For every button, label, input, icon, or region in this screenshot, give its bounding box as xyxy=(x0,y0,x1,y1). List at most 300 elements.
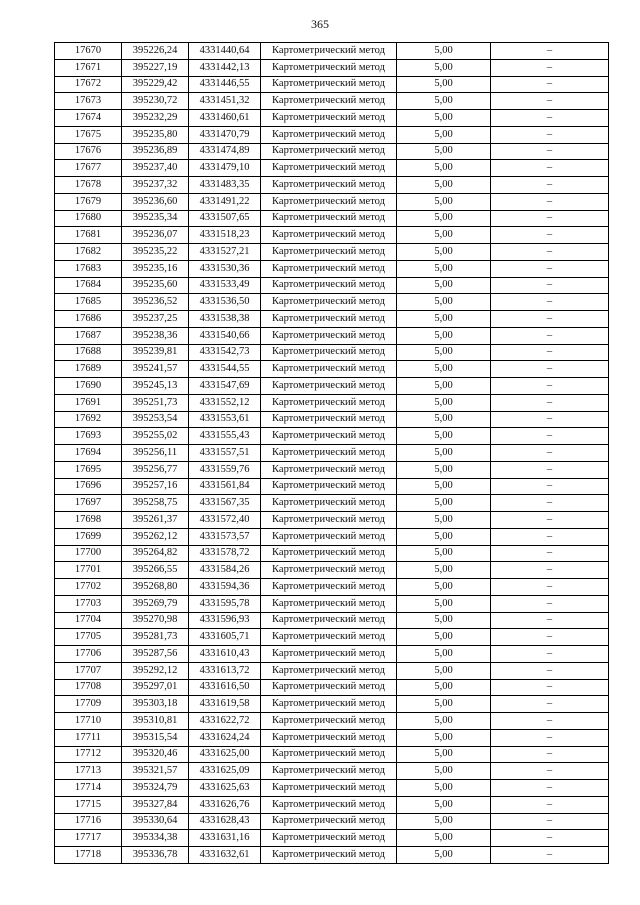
point-number-cell: 17704 xyxy=(55,612,122,629)
x-coordinate-cell: 395256,11 xyxy=(122,445,189,462)
accuracy-cell: 5,00 xyxy=(397,445,491,462)
method-cell: Картометрический метод xyxy=(261,43,397,60)
point-number-cell: 17684 xyxy=(55,277,122,294)
method-cell: Картометрический метод xyxy=(261,679,397,696)
point-number-cell: 17677 xyxy=(55,160,122,177)
point-number-cell: 17672 xyxy=(55,76,122,93)
y-coordinate-cell: 4331624,24 xyxy=(189,729,261,746)
accuracy-cell: 5,00 xyxy=(397,696,491,713)
table-row xyxy=(55,277,609,294)
accuracy-cell: 5,00 xyxy=(397,763,491,780)
point-number-cell: 17701 xyxy=(55,562,122,579)
y-coordinate-cell: 4331533,49 xyxy=(189,277,261,294)
method-cell: Картометрический метод xyxy=(261,847,397,864)
accuracy-cell: 5,00 xyxy=(397,361,491,378)
coordinates-table xyxy=(54,42,609,864)
description-cell: – xyxy=(491,177,609,194)
method-cell: Картометрический метод xyxy=(261,729,397,746)
x-coordinate-cell: 395237,25 xyxy=(122,311,189,328)
description-cell: – xyxy=(491,713,609,730)
point-number-cell: 17710 xyxy=(55,713,122,730)
x-coordinate-cell: 395257,16 xyxy=(122,478,189,495)
x-coordinate-cell: 395330,64 xyxy=(122,813,189,830)
method-cell: Картометрический метод xyxy=(261,428,397,445)
y-coordinate-cell: 4331470,79 xyxy=(189,126,261,143)
point-number-cell: 17688 xyxy=(55,344,122,361)
y-coordinate-cell: 4331553,61 xyxy=(189,411,261,428)
x-coordinate-cell: 395268,80 xyxy=(122,579,189,596)
table-row xyxy=(55,344,609,361)
point-number-cell: 17712 xyxy=(55,746,122,763)
accuracy-cell: 5,00 xyxy=(397,244,491,261)
x-coordinate-cell: 395266,55 xyxy=(122,562,189,579)
description-cell: – xyxy=(491,612,609,629)
method-cell: Картометрический метод xyxy=(261,646,397,663)
y-coordinate-cell: 4331507,65 xyxy=(189,210,261,227)
accuracy-cell: 5,00 xyxy=(397,746,491,763)
x-coordinate-cell: 395261,37 xyxy=(122,512,189,529)
table-row xyxy=(55,210,609,227)
description-cell: – xyxy=(491,763,609,780)
x-coordinate-cell: 395238,36 xyxy=(122,327,189,344)
table-row xyxy=(55,110,609,127)
description-cell: – xyxy=(491,813,609,830)
method-cell: Картометрический метод xyxy=(261,612,397,629)
y-coordinate-cell: 4331625,63 xyxy=(189,780,261,797)
y-coordinate-cell: 4331610,43 xyxy=(189,646,261,663)
accuracy-cell: 5,00 xyxy=(397,177,491,194)
description-cell: – xyxy=(491,562,609,579)
x-coordinate-cell: 395251,73 xyxy=(122,394,189,411)
accuracy-cell: 5,00 xyxy=(397,579,491,596)
point-number-cell: 17695 xyxy=(55,461,122,478)
y-coordinate-cell: 4331584,26 xyxy=(189,562,261,579)
x-coordinate-cell: 395315,54 xyxy=(122,729,189,746)
method-cell: Картометрический метод xyxy=(261,394,397,411)
method-cell: Картометрический метод xyxy=(261,545,397,562)
x-coordinate-cell: 395327,84 xyxy=(122,796,189,813)
x-coordinate-cell: 395324,79 xyxy=(122,780,189,797)
table-row xyxy=(55,796,609,813)
table-row xyxy=(55,696,609,713)
accuracy-cell: 5,00 xyxy=(397,796,491,813)
method-cell: Картометрический метод xyxy=(261,177,397,194)
point-number-cell: 17705 xyxy=(55,629,122,646)
method-cell: Картометрический метод xyxy=(261,143,397,160)
description-cell: – xyxy=(491,445,609,462)
y-coordinate-cell: 4331594,36 xyxy=(189,579,261,596)
y-coordinate-cell: 4331573,57 xyxy=(189,528,261,545)
description-cell: – xyxy=(491,746,609,763)
method-cell: Картометрический метод xyxy=(261,830,397,847)
accuracy-cell: 5,00 xyxy=(397,294,491,311)
y-coordinate-cell: 4331518,23 xyxy=(189,227,261,244)
method-cell: Картометрический метод xyxy=(261,327,397,344)
table-row xyxy=(55,830,609,847)
description-cell: – xyxy=(491,210,609,227)
description-cell: – xyxy=(491,126,609,143)
description-cell: – xyxy=(491,796,609,813)
y-coordinate-cell: 4331572,40 xyxy=(189,512,261,529)
table-row xyxy=(55,260,609,277)
description-cell: – xyxy=(491,344,609,361)
description-cell: – xyxy=(491,428,609,445)
method-cell: Картометрический метод xyxy=(261,696,397,713)
point-number-cell: 17675 xyxy=(55,126,122,143)
table-row xyxy=(55,76,609,93)
description-cell: – xyxy=(491,110,609,127)
description-cell: – xyxy=(491,160,609,177)
x-coordinate-cell: 395334,38 xyxy=(122,830,189,847)
table-row xyxy=(55,445,609,462)
point-number-cell: 17671 xyxy=(55,59,122,76)
table-row xyxy=(55,428,609,445)
x-coordinate-cell: 395245,13 xyxy=(122,378,189,395)
table-row xyxy=(55,93,609,110)
table-row xyxy=(55,662,609,679)
accuracy-cell: 5,00 xyxy=(397,528,491,545)
table-row xyxy=(55,512,609,529)
method-cell: Картометрический метод xyxy=(261,260,397,277)
accuracy-cell: 5,00 xyxy=(397,780,491,797)
y-coordinate-cell: 4331616,50 xyxy=(189,679,261,696)
table-row xyxy=(55,629,609,646)
y-coordinate-cell: 4331625,09 xyxy=(189,763,261,780)
y-coordinate-cell: 4331619,58 xyxy=(189,696,261,713)
table-row xyxy=(55,763,609,780)
table-row xyxy=(55,378,609,395)
description-cell: – xyxy=(491,679,609,696)
accuracy-cell: 5,00 xyxy=(397,629,491,646)
x-coordinate-cell: 395235,16 xyxy=(122,260,189,277)
table-row xyxy=(55,59,609,76)
table-row xyxy=(55,177,609,194)
table-row xyxy=(55,746,609,763)
table-row xyxy=(55,411,609,428)
x-coordinate-cell: 395336,78 xyxy=(122,847,189,864)
table-row xyxy=(55,193,609,210)
x-coordinate-cell: 395253,54 xyxy=(122,411,189,428)
x-coordinate-cell: 395256,77 xyxy=(122,461,189,478)
x-coordinate-cell: 395287,56 xyxy=(122,646,189,663)
point-number-cell: 17689 xyxy=(55,361,122,378)
accuracy-cell: 5,00 xyxy=(397,662,491,679)
method-cell: Картометрический метод xyxy=(261,512,397,529)
description-cell: – xyxy=(491,193,609,210)
x-coordinate-cell: 395237,40 xyxy=(122,160,189,177)
point-number-cell: 17718 xyxy=(55,847,122,864)
y-coordinate-cell: 4331544,55 xyxy=(189,361,261,378)
accuracy-cell: 5,00 xyxy=(397,646,491,663)
point-number-cell: 17694 xyxy=(55,445,122,462)
point-number-cell: 17691 xyxy=(55,394,122,411)
description-cell: – xyxy=(491,327,609,344)
method-cell: Картометрический метод xyxy=(261,713,397,730)
accuracy-cell: 5,00 xyxy=(397,110,491,127)
y-coordinate-cell: 4331460,61 xyxy=(189,110,261,127)
x-coordinate-cell: 395239,81 xyxy=(122,344,189,361)
x-coordinate-cell: 395236,60 xyxy=(122,193,189,210)
point-number-cell: 17696 xyxy=(55,478,122,495)
method-cell: Картометрический метод xyxy=(261,662,397,679)
point-number-cell: 17697 xyxy=(55,495,122,512)
description-cell: – xyxy=(491,294,609,311)
accuracy-cell: 5,00 xyxy=(397,512,491,529)
y-coordinate-cell: 4331622,72 xyxy=(189,713,261,730)
table-row xyxy=(55,160,609,177)
table-row xyxy=(55,646,609,663)
table-row xyxy=(55,495,609,512)
description-cell: – xyxy=(491,260,609,277)
table-row xyxy=(55,43,609,60)
table-row xyxy=(55,562,609,579)
method-cell: Картометрический метод xyxy=(261,595,397,612)
y-coordinate-cell: 4331605,71 xyxy=(189,629,261,646)
description-cell: – xyxy=(491,76,609,93)
y-coordinate-cell: 4331536,50 xyxy=(189,294,261,311)
table-row xyxy=(55,327,609,344)
point-number-cell: 17702 xyxy=(55,579,122,596)
description-cell: – xyxy=(491,59,609,76)
method-cell: Картометрический метод xyxy=(261,478,397,495)
description-cell: – xyxy=(491,143,609,160)
description-cell: – xyxy=(491,411,609,428)
table-row xyxy=(55,478,609,495)
accuracy-cell: 5,00 xyxy=(397,210,491,227)
point-number-cell: 17709 xyxy=(55,696,122,713)
accuracy-cell: 5,00 xyxy=(397,461,491,478)
point-number-cell: 17680 xyxy=(55,210,122,227)
point-number-cell: 17674 xyxy=(55,110,122,127)
description-cell: – xyxy=(491,478,609,495)
y-coordinate-cell: 4331474,89 xyxy=(189,143,261,160)
y-coordinate-cell: 4331632,61 xyxy=(189,847,261,864)
accuracy-cell: 5,00 xyxy=(397,327,491,344)
accuracy-cell: 5,00 xyxy=(397,679,491,696)
point-number-cell: 17692 xyxy=(55,411,122,428)
accuracy-cell: 5,00 xyxy=(397,277,491,294)
table-row xyxy=(55,461,609,478)
x-coordinate-cell: 395255,02 xyxy=(122,428,189,445)
description-cell: – xyxy=(491,244,609,261)
x-coordinate-cell: 395235,34 xyxy=(122,210,189,227)
x-coordinate-cell: 395235,80 xyxy=(122,126,189,143)
table-row xyxy=(55,143,609,160)
description-cell: – xyxy=(491,93,609,110)
description-cell: – xyxy=(491,43,609,60)
accuracy-cell: 5,00 xyxy=(397,311,491,328)
x-coordinate-cell: 395262,12 xyxy=(122,528,189,545)
point-number-cell: 17698 xyxy=(55,512,122,529)
accuracy-cell: 5,00 xyxy=(397,43,491,60)
description-cell: – xyxy=(491,696,609,713)
accuracy-cell: 5,00 xyxy=(397,93,491,110)
x-coordinate-cell: 395270,98 xyxy=(122,612,189,629)
y-coordinate-cell: 4331552,12 xyxy=(189,394,261,411)
description-cell: – xyxy=(491,595,609,612)
point-number-cell: 17687 xyxy=(55,327,122,344)
method-cell: Картометрический метод xyxy=(261,495,397,512)
description-cell: – xyxy=(491,830,609,847)
y-coordinate-cell: 4331628,43 xyxy=(189,813,261,830)
x-coordinate-cell: 395232,29 xyxy=(122,110,189,127)
point-number-cell: 17690 xyxy=(55,378,122,395)
x-coordinate-cell: 395226,24 xyxy=(122,43,189,60)
table-row xyxy=(55,595,609,612)
method-cell: Картометрический метод xyxy=(261,813,397,830)
description-cell: – xyxy=(491,461,609,478)
accuracy-cell: 5,00 xyxy=(397,562,491,579)
accuracy-cell: 5,00 xyxy=(397,260,491,277)
point-number-cell: 17683 xyxy=(55,260,122,277)
accuracy-cell: 5,00 xyxy=(397,160,491,177)
method-cell: Картометрический метод xyxy=(261,126,397,143)
y-coordinate-cell: 4331626,76 xyxy=(189,796,261,813)
point-number-cell: 17703 xyxy=(55,595,122,612)
accuracy-cell: 5,00 xyxy=(397,227,491,244)
x-coordinate-cell: 395292,12 xyxy=(122,662,189,679)
point-number-cell: 17716 xyxy=(55,813,122,830)
method-cell: Картометрический метод xyxy=(261,59,397,76)
y-coordinate-cell: 4331625,00 xyxy=(189,746,261,763)
y-coordinate-cell: 4331483,35 xyxy=(189,177,261,194)
point-number-cell: 17700 xyxy=(55,545,122,562)
method-cell: Картометрический метод xyxy=(261,76,397,93)
x-coordinate-cell: 395236,52 xyxy=(122,294,189,311)
point-number-cell: 17715 xyxy=(55,796,122,813)
method-cell: Картометрический метод xyxy=(261,562,397,579)
method-cell: Картометрический метод xyxy=(261,160,397,177)
x-coordinate-cell: 395230,72 xyxy=(122,93,189,110)
x-coordinate-cell: 395241,57 xyxy=(122,361,189,378)
point-number-cell: 17707 xyxy=(55,662,122,679)
accuracy-cell: 5,00 xyxy=(397,545,491,562)
x-coordinate-cell: 395236,07 xyxy=(122,227,189,244)
point-number-cell: 17706 xyxy=(55,646,122,663)
table-row xyxy=(55,780,609,797)
table-row xyxy=(55,528,609,545)
point-number-cell: 17708 xyxy=(55,679,122,696)
y-coordinate-cell: 4331559,76 xyxy=(189,461,261,478)
method-cell: Картометрический метод xyxy=(261,528,397,545)
description-cell: – xyxy=(491,394,609,411)
accuracy-cell: 5,00 xyxy=(397,143,491,160)
y-coordinate-cell: 4331557,51 xyxy=(189,445,261,462)
accuracy-cell: 5,00 xyxy=(397,729,491,746)
point-number-cell: 17713 xyxy=(55,763,122,780)
x-coordinate-cell: 395235,22 xyxy=(122,244,189,261)
accuracy-cell: 5,00 xyxy=(397,344,491,361)
method-cell: Картометрический метод xyxy=(261,227,397,244)
method-cell: Картометрический метод xyxy=(261,629,397,646)
y-coordinate-cell: 4331451,32 xyxy=(189,93,261,110)
method-cell: Картометрический метод xyxy=(261,579,397,596)
accuracy-cell: 5,00 xyxy=(397,193,491,210)
table-row xyxy=(55,813,609,830)
table-row xyxy=(55,713,609,730)
method-cell: Картометрический метод xyxy=(261,244,397,261)
description-cell: – xyxy=(491,361,609,378)
accuracy-cell: 5,00 xyxy=(397,595,491,612)
method-cell: Картометрический метод xyxy=(261,411,397,428)
x-coordinate-cell: 395320,46 xyxy=(122,746,189,763)
accuracy-cell: 5,00 xyxy=(397,813,491,830)
accuracy-cell: 5,00 xyxy=(397,612,491,629)
table-row xyxy=(55,847,609,864)
y-coordinate-cell: 4331442,13 xyxy=(189,59,261,76)
method-cell: Картометрический метод xyxy=(261,344,397,361)
accuracy-cell: 5,00 xyxy=(397,713,491,730)
y-coordinate-cell: 4331567,35 xyxy=(189,495,261,512)
x-coordinate-cell: 395321,57 xyxy=(122,763,189,780)
point-number-cell: 17676 xyxy=(55,143,122,160)
method-cell: Картометрический метод xyxy=(261,780,397,797)
table-row xyxy=(55,126,609,143)
table-row xyxy=(55,545,609,562)
accuracy-cell: 5,00 xyxy=(397,847,491,864)
point-number-cell: 17693 xyxy=(55,428,122,445)
y-coordinate-cell: 4331595,78 xyxy=(189,595,261,612)
y-coordinate-cell: 4331631,16 xyxy=(189,830,261,847)
table-row xyxy=(55,244,609,261)
description-cell: – xyxy=(491,311,609,328)
y-coordinate-cell: 4331547,69 xyxy=(189,378,261,395)
y-coordinate-cell: 4331538,38 xyxy=(189,311,261,328)
x-coordinate-cell: 395227,19 xyxy=(122,59,189,76)
x-coordinate-cell: 395310,81 xyxy=(122,713,189,730)
point-number-cell: 17699 xyxy=(55,528,122,545)
method-cell: Картометрический метод xyxy=(261,461,397,478)
method-cell: Картометрический метод xyxy=(261,110,397,127)
point-number-cell: 17679 xyxy=(55,193,122,210)
y-coordinate-cell: 4331555,43 xyxy=(189,428,261,445)
y-coordinate-cell: 4331446,55 xyxy=(189,76,261,93)
x-coordinate-cell: 395237,32 xyxy=(122,177,189,194)
y-coordinate-cell: 4331578,72 xyxy=(189,545,261,562)
x-coordinate-cell: 395264,82 xyxy=(122,545,189,562)
point-number-cell: 17686 xyxy=(55,311,122,328)
x-coordinate-cell: 395236,89 xyxy=(122,143,189,160)
method-cell: Картометрический метод xyxy=(261,796,397,813)
table-row xyxy=(55,729,609,746)
table-row xyxy=(55,612,609,629)
x-coordinate-cell: 395281,73 xyxy=(122,629,189,646)
table-row xyxy=(55,311,609,328)
coordinates-table-body xyxy=(55,43,609,864)
method-cell: Картометрический метод xyxy=(261,378,397,395)
method-cell: Картометрический метод xyxy=(261,277,397,294)
point-number-cell: 17678 xyxy=(55,177,122,194)
point-number-cell: 17717 xyxy=(55,830,122,847)
point-number-cell: 17673 xyxy=(55,93,122,110)
description-cell: – xyxy=(491,646,609,663)
x-coordinate-cell: 395235,60 xyxy=(122,277,189,294)
x-coordinate-cell: 395297,01 xyxy=(122,679,189,696)
description-cell: – xyxy=(491,227,609,244)
method-cell: Картометрический метод xyxy=(261,93,397,110)
description-cell: – xyxy=(491,495,609,512)
table-row xyxy=(55,394,609,411)
y-coordinate-cell: 4331491,22 xyxy=(189,193,261,210)
point-number-cell: 17681 xyxy=(55,227,122,244)
accuracy-cell: 5,00 xyxy=(397,394,491,411)
method-cell: Картометрический метод xyxy=(261,746,397,763)
method-cell: Картометрический метод xyxy=(261,763,397,780)
accuracy-cell: 5,00 xyxy=(397,126,491,143)
accuracy-cell: 5,00 xyxy=(397,59,491,76)
y-coordinate-cell: 4331440,64 xyxy=(189,43,261,60)
method-cell: Картометрический метод xyxy=(261,445,397,462)
